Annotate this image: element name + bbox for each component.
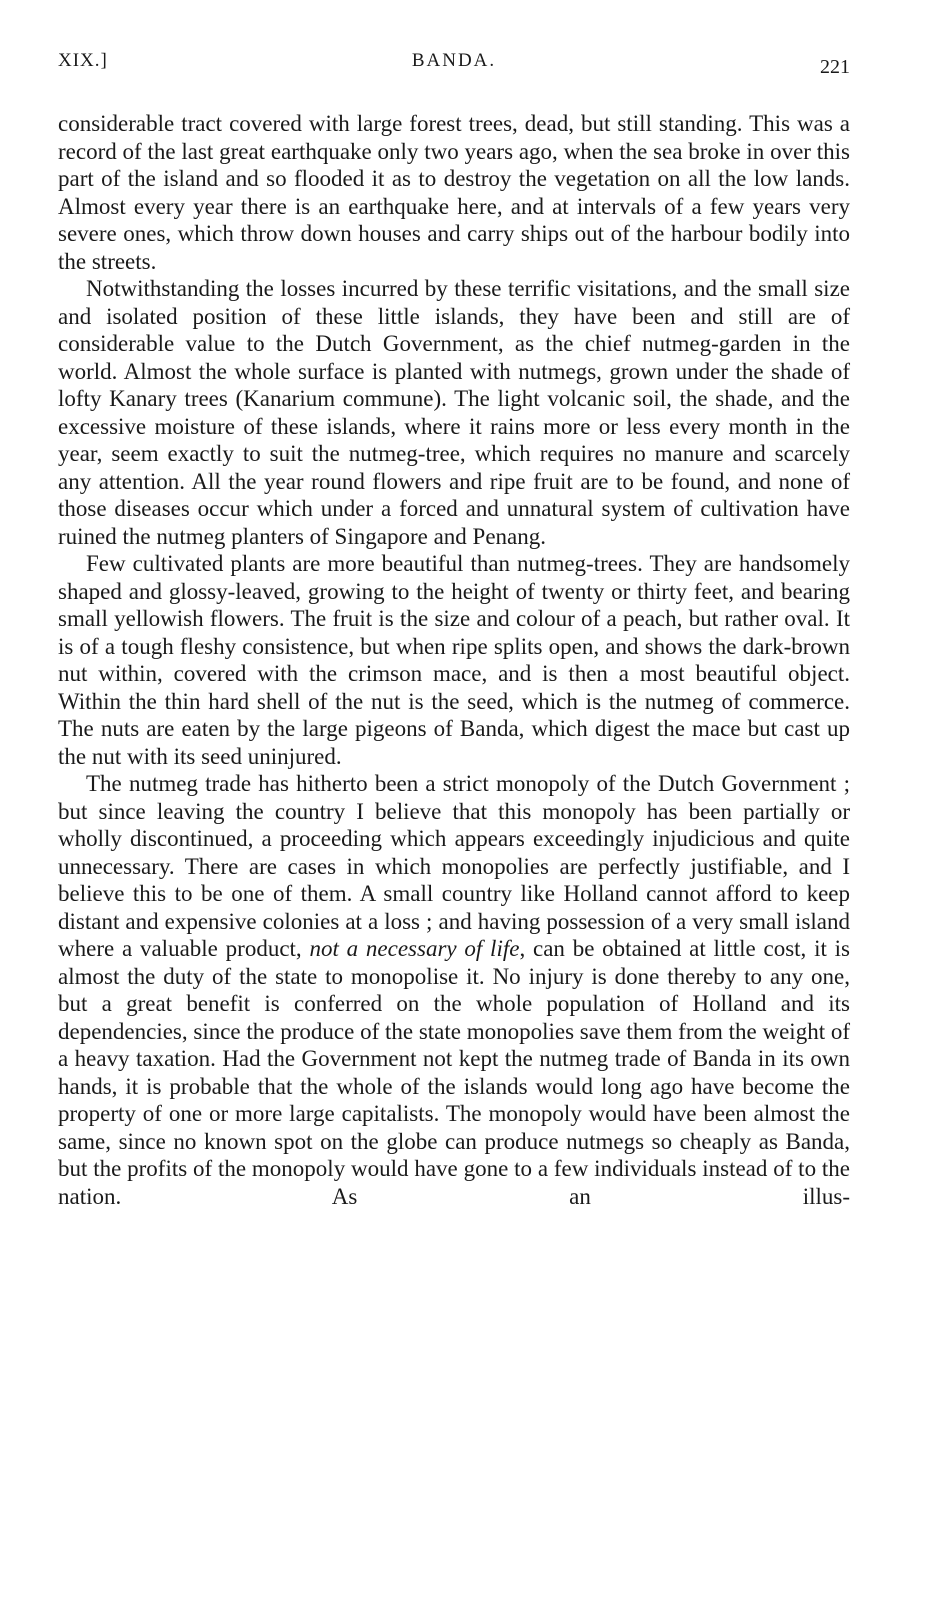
italic-phrase: not a necessary of life (309, 936, 520, 961)
paragraph-4 (58, 770, 850, 1210)
paragraph-text: , can be obtained at little cost, it is almost the duty of the state to monopolise it. No injury is done thereby to any one, but a great benefit is conferred on the whole population of Holland and its dependencies, since the produce of the state monopolies save them from the weight of a heavy taxation. Had the Government not kept the nutmeg trade of Banda in its own hands, it is probable that the whole of the islands would long ago have become the property of one or more large capitalists. The monopoly would have been almost the same, since no known spot on the globe can produce nutmegs so cheaply as Banda, but the profits of the monopoly would have gone to a few individuals instead of to the nation. As an illus- (58, 936, 850, 1209)
paragraph-text: considerable tract covered with large forest trees, dead, but still standing. This was a record of the last great earthquake only two years ago, when the sea broke in over this part of the island and so flooded it as to destroy the vegetation on all the low lands. Almost every year there is an earthquake here, and at intervals of a few years very severe ones, which throw down houses and carry ships out of the harbour bodily into the streets. (58, 111, 850, 274)
paragraph-text: The nutmeg trade has hitherto been a strict monopoly of the Dutch Government ; but since leaving the country I believe that this monopoly has been partially or wholly discontinued, a proceeding which appears exceedingly injudicious and quite unnecessary. There are cases in which monopolies are perfectly justifiable, and I believe this to be one of them. A small country like Holland cannot afford to keep distant and expensive colonies at a loss ; and having possession of a very small island where a valuable product, (58, 771, 850, 961)
chapter-marker: XIX.] (58, 50, 108, 71)
paragraph-3 (58, 550, 850, 770)
paragraph-text: Few cultivated plants are more beautiful than nutmeg-trees. They are handsomely shaped and glossy-leaved, growing to the height of twenty or thirty feet, and bearing small yellowish flowers. The fruit is the size and colour of a peach, but rather oval. It is of a tough fleshy consistence, but when ripe splits open, and shows the dark-brown nut within, covered with the crimson mace, and is then a most beautiful object. Within the thin hard shell of the nut is the seed, which is the nutmeg of commerce. The nuts are eaten by the large pigeons of Banda, which digest the mace but cast up the nut with its seed uninjured. (58, 551, 850, 769)
paragraph-text: Notwithstanding the losses incurred by these terrific visitations, and the small size and isolated position of these little islands, they have been and still are of considerable value to the Dutch Government, as the chief nutmeg-garden in the world. Almost the whole surface is planted with nutmegs, grown under the shade of lofty Kanary trees (Kanarium commune). The light volcanic soil, the shade, and the excessive moisture of these islands, where it rains more or less every month in the year, seem exactly to suit the nutmeg-tree, which requires no manure and scarcely any attention. All the year round flowers and ripe fruit are to be found, and none of those diseases occur which under a forced and unnatural system of cultivation have ruined the nutmeg planters of Singapore and Penang. (58, 276, 850, 549)
paragraph-1 (58, 110, 850, 275)
page-number: 221 (820, 56, 850, 78)
running-header (58, 50, 850, 80)
paragraph-2 (58, 275, 850, 550)
body-text (58, 110, 850, 1210)
page-title: BANDA. (411, 50, 497, 71)
